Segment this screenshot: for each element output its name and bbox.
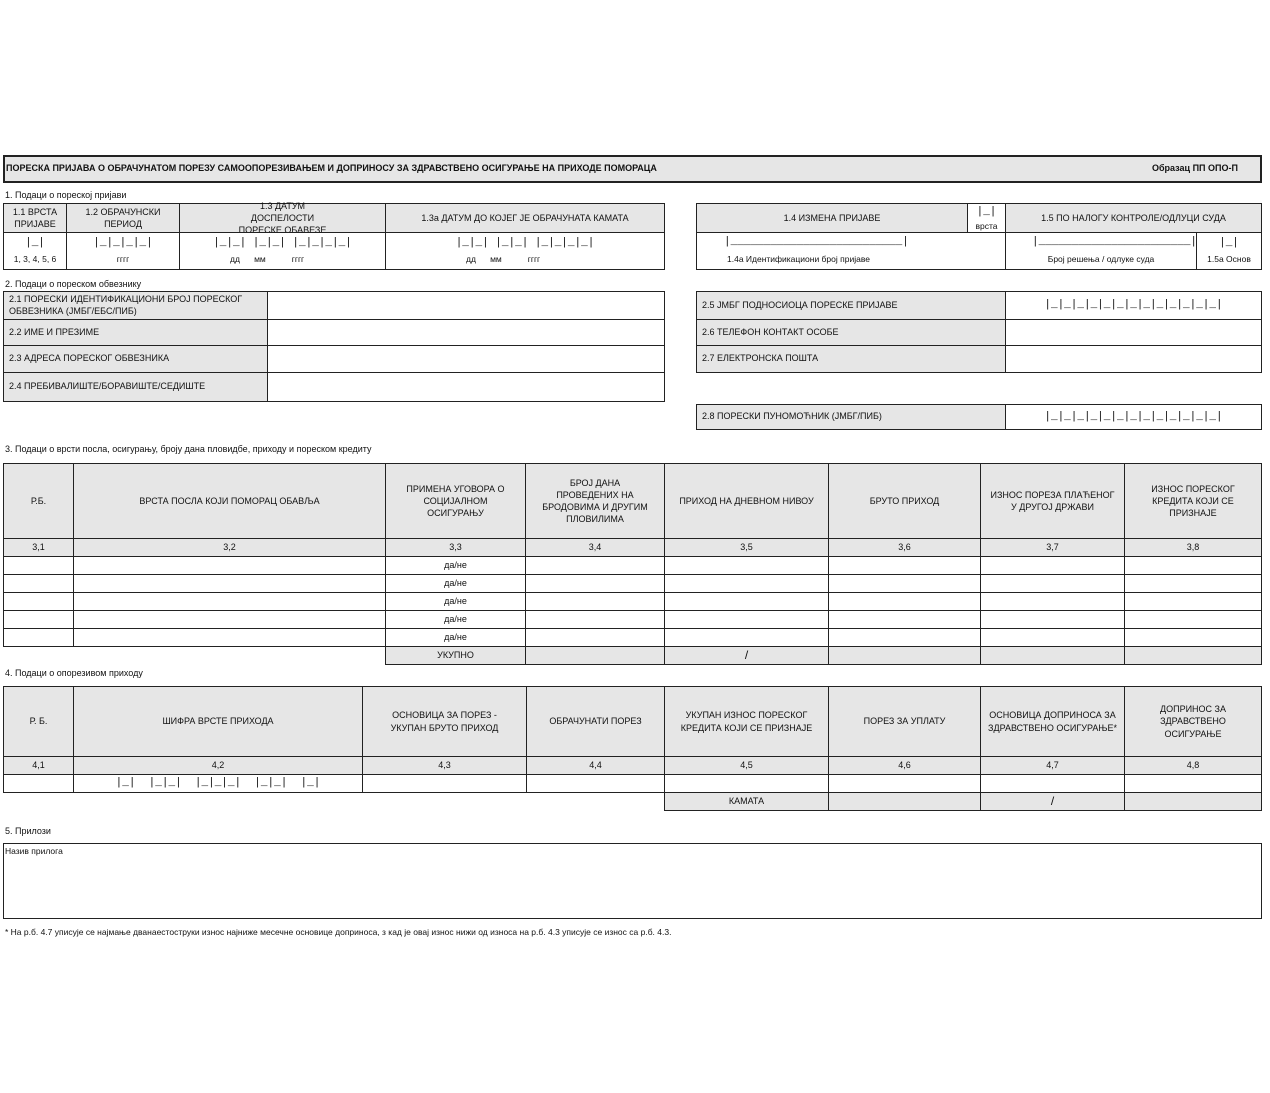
attachments-label: Назив прилога: [5, 846, 63, 856]
attachments-box[interactable]: [3, 843, 1262, 919]
field-1-5a-label: 1.5а Основ: [1207, 254, 1251, 264]
field-2-7-input[interactable]: [1005, 345, 1262, 373]
s4-col-contrib-base: ОСНОВИЦА ДОПРИНОСА ЗА ЗДРАВСТВЕНО ОСИГУРАЊЕ*: [980, 686, 1125, 757]
field-2-1-label: 2.1 ПОРЕСКИ ИДЕНТИФИКАЦИОНИ БРОЈ ПОРЕСКОГ ОБВЕЗНИКА (ЈМБГ/ЕБС/ПИБ): [3, 291, 268, 320]
field-1-2-hint: гггг: [116, 254, 130, 264]
s3-row1-social[interactable]: да/не: [385, 556, 526, 575]
s3-row3-daily[interactable]: [664, 592, 829, 611]
s3-col-social: ПРИМЕНА УГОВОРА О СОЦИЈАЛНОМ ОСИГУРАЊУ: [385, 463, 526, 539]
field-1-3-hint: дд мм гггг: [230, 254, 305, 264]
s3-row3-social[interactable]: да/не: [385, 592, 526, 611]
s3-row4-days[interactable]: [525, 610, 665, 629]
s3-num: 3,5: [664, 538, 829, 557]
field-1-3a-label: 1.3а ДАТУМ ДО КОЈЕГ ЈЕ ОБРАЧУНАТА КАМАТА: [385, 203, 665, 233]
s4-interest-contrib-base: /: [980, 792, 1125, 811]
field-2-5-input[interactable]: [1005, 291, 1262, 320]
s3-row1-job[interactable]: [73, 556, 386, 575]
s3-row2-social[interactable]: да/не: [385, 574, 526, 593]
field-1-4-type-label: врста: [975, 221, 998, 231]
section-4-heading: 4. Подаци о опорезивом приходу: [5, 668, 143, 678]
s3-row5-job[interactable]: [73, 628, 386, 647]
s3-row1-gross[interactable]: [828, 556, 981, 575]
field-2-8-box: |_|_|_|_|_|_|_|_|_|_|_|_|_|: [1044, 410, 1223, 423]
s3-row5-gross[interactable]: [828, 628, 981, 647]
s3-row2-daily[interactable]: [664, 574, 829, 593]
s3-num: 3,8: [1124, 538, 1262, 557]
footnote: * На р.б. 4.7 уписује се најмање дванаестоструки износ најниже месечне основице доприноса, з кад је овај износ нижи од износа на р.б. 4.3 уписује се износ са р.б. 4.3.: [5, 927, 672, 937]
s3-col-gross: БРУТО ПРИХОД: [828, 463, 981, 539]
s3-num: 3,1: [3, 538, 74, 557]
s3-total-daily: /: [664, 646, 829, 665]
s3-num: 3,7: [980, 538, 1125, 557]
s4-num: 4,3: [362, 756, 527, 775]
s3-num: 3,2: [73, 538, 386, 557]
field-1-5-sublabel: Број решења / одлуке суда: [1047, 254, 1155, 264]
s3-row1-daily[interactable]: [664, 556, 829, 575]
s4-row1-calc-tax[interactable]: [526, 774, 665, 793]
field-1-1-hint: 1, 3, 4, 5, 6: [13, 254, 57, 264]
s4-col-code: ШИФРА ВРСТЕ ПРИХОДА: [73, 686, 363, 757]
s3-row4-rb[interactable]: [3, 610, 74, 629]
s3-total-gross[interactable]: [828, 646, 981, 665]
s3-row2-credit[interactable]: [1124, 574, 1262, 593]
field-1-2-box: |_|_|_|_|: [93, 237, 153, 249]
field-2-4-input[interactable]: [267, 372, 665, 402]
field-1-1-box: |_|: [25, 237, 45, 249]
field-1-3-label: 1.3 ДАТУМ ДОСПЕЛОСТИ ПОРЕСКЕ ОБАВЕЗЕ: [179, 203, 386, 233]
field-1-1-label: 1.1 ВРСТА ПРИЈАВЕ: [3, 203, 67, 233]
field-2-6-input[interactable]: [1005, 319, 1262, 346]
s3-col-foreign-tax: ИЗНОС ПОРЕЗА ПЛАЋЕНОГ У ДРУГОЈ ДРЖАВИ: [980, 463, 1125, 539]
s4-num: 4,4: [526, 756, 665, 775]
s3-num: 3,4: [525, 538, 665, 557]
s3-row2-foreign-tax[interactable]: [980, 574, 1125, 593]
s3-col-rb: Р.Б.: [3, 463, 74, 539]
s3-row5-foreign-tax[interactable]: [980, 628, 1125, 647]
s4-num: 4,8: [1124, 756, 1262, 775]
field-2-6-label: 2.6 ТЕЛЕФОН КОНТАКТ ОСОБЕ: [696, 319, 1006, 346]
field-1-3-box: |_|_| |_|_| |_|_|_|_|: [213, 237, 352, 249]
field-2-5-label: 2.5 ЈМБГ ПОДНОСИОЦА ПОРЕСКЕ ПРИЈАВЕ: [696, 291, 1006, 320]
s3-row1-foreign-tax[interactable]: [980, 556, 1125, 575]
section-3-heading: 3. Подаци о врсти посла, осигурању, броју дана пловидбе, приходу и пореском кредиту: [5, 444, 372, 454]
s4-col-contrib: ДОПРИНОС ЗА ЗДРАВСТВЕНО ОСИГУРАЊЕ: [1124, 686, 1262, 757]
field-1-4a-label: 1.4а Идентификациони број пријаве: [727, 254, 870, 264]
section-5-heading: 5. Прилози: [5, 826, 51, 836]
s4-interest-label: КАМАТА: [664, 792, 829, 811]
field-2-1-input[interactable]: [267, 291, 665, 320]
s3-row3-credit[interactable]: [1124, 592, 1262, 611]
s3-row2-rb[interactable]: [3, 574, 74, 593]
s3-row5-rb[interactable]: [3, 628, 74, 647]
field-2-4-label: 2.4 ПРЕБИВАЛИШТЕ/БОРАВИШТЕ/СЕДИШТЕ: [3, 372, 268, 402]
s3-total-foreign-tax[interactable]: [980, 646, 1125, 665]
field-1-2-label: 1.2 ОБРАЧУНСКИ ПЕРИОД: [66, 203, 180, 233]
s4-num: 4,5: [664, 756, 829, 775]
s3-row4-foreign-tax[interactable]: [980, 610, 1125, 629]
field-1-3a-hint: дд мм гггг: [466, 254, 541, 264]
s3-total-days[interactable]: [525, 646, 665, 665]
field-1-3a-box: |_|_| |_|_| |_|_|_|_|: [455, 237, 595, 249]
s3-row3-rb[interactable]: [3, 592, 74, 611]
field-1-5-line: |_______________________|: [1032, 236, 1198, 248]
s4-num: 4,7: [980, 756, 1125, 775]
field-2-7-label: 2.7 ЕЛЕКТРОНСКА ПОШТА: [696, 345, 1006, 373]
s4-col-tax-pay: ПОРЕЗ ЗА УПЛАТУ: [828, 686, 981, 757]
s3-row2-gross[interactable]: [828, 574, 981, 593]
s4-num: 4,6: [828, 756, 981, 775]
s4-interest-tax-pay[interactable]: [828, 792, 981, 811]
s4-num: 4,1: [3, 756, 74, 775]
form-title: ПОРЕСКА ПРИЈАВА О ОБРАЧУНАТОМ ПОРЕЗУ САМООПОРЕЗИВАЊЕМ И ДОПРИНОСУ ЗА ЗДРАВСТВЕНО ОСИГУРАЊЕ НА ПРИХОДЕ ПОМОРАЦА: [6, 163, 657, 173]
s4-col-credit: УКУПАН ИЗНОС ПОРЕСКОГ КРЕДИТА КОЈИ СЕ ПРИЗНАЈЕ: [664, 686, 829, 757]
s4-row1-base[interactable]: [362, 774, 527, 793]
s3-row1-days[interactable]: [525, 556, 665, 575]
s4-col-calc-tax: ОБРАЧУНАТИ ПОРЕЗ: [526, 686, 665, 757]
s3-num: 3,6: [828, 538, 981, 557]
s3-row1-rb[interactable]: [3, 556, 74, 575]
s3-row5-social[interactable]: да/не: [385, 628, 526, 647]
s3-row2-days[interactable]: [525, 574, 665, 593]
s4-code-box: |_| |_|_| |_|_|_| |_|_| |_|: [115, 777, 321, 790]
s3-row5-daily[interactable]: [664, 628, 829, 647]
s3-col-days: БРОЈ ДАНА ПРОВЕДЕНИХ НА БРОДОВИМА И ДРУГИМ ПЛОВИЛИМА: [525, 463, 665, 539]
s3-row5-credit[interactable]: [1124, 628, 1262, 647]
field-2-8-input[interactable]: [1005, 404, 1262, 430]
s4-row1-contrib-base[interactable]: [980, 774, 1125, 793]
s3-row2-job[interactable]: [73, 574, 386, 593]
field-1-5-label: 1.5 ПО НАЛОГУ КОНТРОЛЕ/ОДЛУЦИ СУДА: [1005, 203, 1262, 233]
field-1-4-type-box: |_|: [976, 206, 997, 218]
s3-total-credit[interactable]: [1124, 646, 1262, 665]
field-1-4-label: 1.4 ИЗМЕНА ПРИЈАВЕ: [696, 203, 968, 233]
s3-row4-gross[interactable]: [828, 610, 981, 629]
s3-col-job: ВРСТА ПОСЛА КОЈИ ПОМОРАЦ ОБАВЉА: [73, 463, 386, 539]
s3-col-daily: ПРИХОД НА ДНЕВНОМ НИВОУ: [664, 463, 829, 539]
s4-col-base: ОСНОВИЦА ЗА ПОРЕЗ - УКУПАН БРУТО ПРИХОД: [362, 686, 527, 757]
s4-row1-credit[interactable]: [664, 774, 829, 793]
s3-row1-credit[interactable]: [1124, 556, 1262, 575]
s3-row5-days[interactable]: [525, 628, 665, 647]
section-2-heading: 2. Подаци о пореском обвезнику: [5, 279, 142, 289]
field-1-5a-box: |_|: [1219, 237, 1239, 249]
s3-row3-job[interactable]: [73, 592, 386, 611]
s3-row3-foreign-tax[interactable]: [980, 592, 1125, 611]
s3-col-credit: ИЗНОС ПОРЕСКОГ КРЕДИТА КОЈИ СЕ ПРИЗНАЈЕ: [1124, 463, 1262, 539]
s4-col-rb: Р. Б.: [3, 686, 74, 757]
field-2-2-label: 2.2 ИМЕ И ПРЕЗИМЕ: [3, 319, 268, 346]
field-2-8-label: 2.8 ПОРЕСКИ ПУНОМОЋНИК (ЈМБГ/ПИБ): [696, 404, 1006, 430]
s3-row4-social[interactable]: да/не: [385, 610, 526, 629]
s3-row4-daily[interactable]: [664, 610, 829, 629]
s4-row1-tax-pay[interactable]: [828, 774, 981, 793]
s3-num: 3,3: [385, 538, 526, 557]
form-code: Образац ПП ОПО-П: [1152, 163, 1238, 173]
field-2-5-box: |_|_|_|_|_|_|_|_|_|_|_|_|_|: [1044, 299, 1223, 312]
s3-total-label: УКУПНО: [385, 646, 526, 665]
s4-row1-contrib[interactable]: [1124, 774, 1262, 793]
s4-row1-code[interactable]: [73, 774, 363, 793]
field-2-3-input[interactable]: [267, 345, 665, 373]
s4-row1-rb[interactable]: [3, 774, 74, 793]
s3-row3-days[interactable]: [525, 592, 665, 611]
section-1-heading: 1. Подаци о пореској пријави: [5, 190, 127, 200]
field-2-2-input[interactable]: [267, 319, 665, 346]
field-1-4a-line: |__________________________|: [724, 236, 909, 248]
s4-num: 4,2: [73, 756, 363, 775]
s3-row4-credit[interactable]: [1124, 610, 1262, 629]
s3-row3-gross[interactable]: [828, 592, 981, 611]
field-2-3-label: 2.3 АДРЕСА ПОРЕСКОГ ОБВЕЗНИКА: [3, 345, 268, 373]
s4-interest-contrib[interactable]: [1124, 792, 1262, 811]
s3-row4-job[interactable]: [73, 610, 386, 629]
